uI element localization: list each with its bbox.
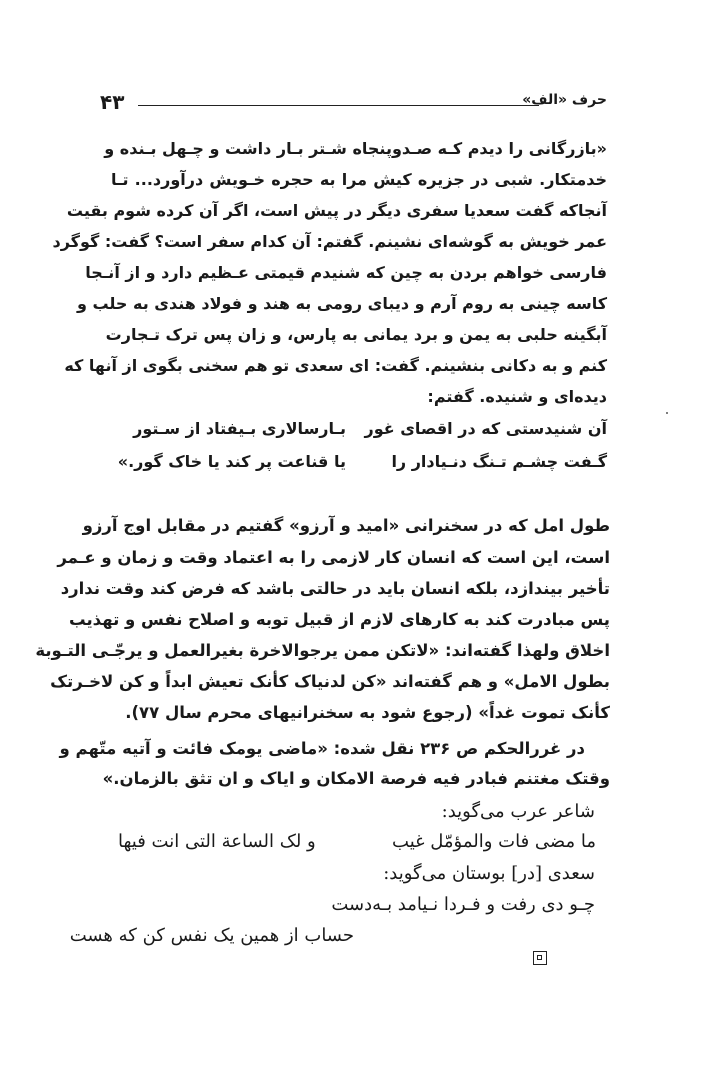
poem-hemistich: یا قناعت پر کند یا خاک گور.» (117, 452, 346, 471)
poem-hemistich: گـفت چشـم تـنگ دنـیادار را (391, 452, 607, 471)
body-line: است، این است که انسان کار لازمی را به اعتماد وقت و زمان و عـمر (57, 548, 610, 567)
quote-line: دیده‌ای و شنیده. گفتم: (427, 387, 607, 406)
arab-verse-right: ما مضی فات والمؤمّل غیب (392, 831, 596, 852)
body-line: تأخیر بیندازد، بلکه انسان باید در حالتی باشد که فرض کند وقت ندارد (60, 579, 610, 598)
body-line: در غررالحکم ص ۲۳۶ نقل شده: «ماضی یومک فائت و آتیه متّهم و (59, 739, 585, 758)
quote-line: آنجاکه گفت سعدیا سفری دیگر در پیش است، اگر آن کرده شوم بقیت (66, 201, 607, 220)
body-line: کأنک تموت غداً» (رجوع شود به سخنرانیهای محرم سال ۷۷). (125, 703, 610, 722)
saadi-intro: سعدی [در] بوستان می‌گوید: (383, 863, 595, 884)
running-header (100, 88, 607, 118)
quote-line: آبگینه حلبی به یمن و برد یمانی به پارس، و زان پس ترک تـجارت (105, 325, 607, 344)
body-line: پس مبادرت کند به کارهای لازم از قبیل توبه و اصلاح نفس و تهذیب (69, 610, 610, 629)
saadi-verse-line: چـو دی رفت و فـردا نـیامد بـه‌دست (331, 894, 595, 915)
arab-verse-left: و لک الساعة التی انت فیها (118, 831, 316, 852)
quote-line: فارسی خواهم بردن به چین که شنیدم قیمتی عـظیم دارد و از آنـجا (85, 263, 607, 282)
quote-line: عمر خویش به گوشه‌ای نشینم. گفتم: آن کدام سفر است؟ گفت: گوگرد (52, 232, 607, 251)
page-number: ۴۳ (100, 90, 125, 114)
section-title: حرف «الف» (522, 92, 607, 108)
poem-hemistich: بـارسالاری بـیفتاد از سـتور (133, 419, 346, 438)
quote-line: «بازرگانی را دیدم کـه صـدوپنجاه شـتر بـار داشت و چـهل بـنده و (104, 139, 607, 158)
saadi-verse-line: حساب از همین یک نفس کن که هست (69, 925, 354, 946)
body-line: طول امل که در سخنرانی «امید و آرزو» گفتیم در مقابل اوج آرزو (82, 516, 610, 535)
quote-line: کاسه چینی به روم آرم و دیبای رومی به هند و فولاد هندی به حلب و (76, 294, 607, 313)
header-rule (138, 105, 539, 106)
quote-line: خدمتکار. شبی در جزیره کیش مرا به حجره خـویش درآورد... تـا (111, 170, 607, 189)
body-line: بطول الامل» و هم گفته‌اند «کن لدنیاک کأنک تعیش ابداً و کن لاخـرتک (50, 672, 610, 691)
body-line: اخلاق ولهذا گفته‌اند: «لاتکن ممن یرجوالاخرة بغیرالعمل و یرجّـی التـوبة (35, 641, 610, 660)
end-of-section-icon (533, 951, 547, 965)
arab-poet-intro: شاعر عرب می‌گوید: (441, 801, 595, 822)
quote-line: کنم و به دکانی بنشینم. گفت: ای سعدی تو هم سخنی بگوی از آنها که (64, 356, 607, 375)
margin-speck (666, 412, 668, 414)
poem-hemistich: آن شنیدستی که در اقصای غور (364, 419, 607, 438)
body-line: وقتک مغتنم فبادر فیه فرصة الامکان و ایاک و ان تثق بالزمان.» (102, 769, 610, 788)
